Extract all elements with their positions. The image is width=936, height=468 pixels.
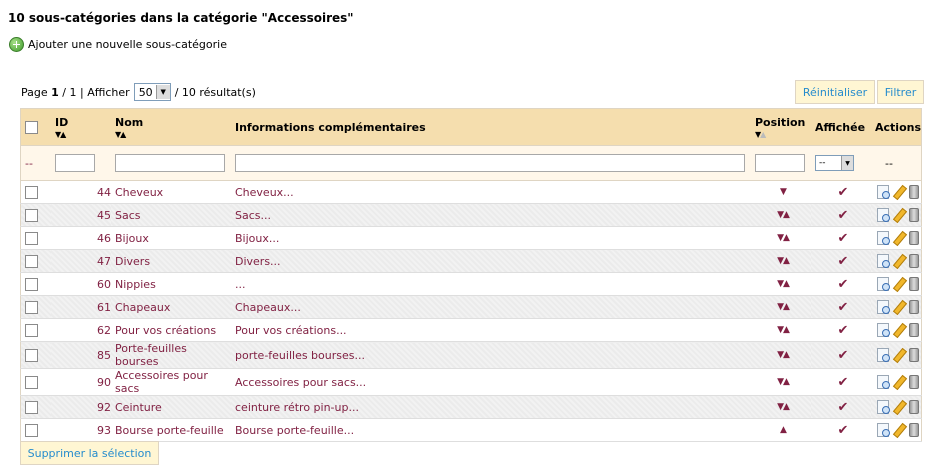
- edit-pencil-icon[interactable]: [892, 277, 906, 291]
- row-checkbox[interactable]: [25, 301, 38, 314]
- edit-pencil-icon[interactable]: [892, 323, 906, 337]
- column-name: [111, 109, 231, 146]
- select-all-checkbox[interactable]: [25, 121, 38, 134]
- column-position-label: Position: [755, 115, 806, 129]
- row-checkbox[interactable]: [25, 209, 38, 222]
- filter-id-cell: [51, 146, 111, 181]
- row-checkbox[interactable]: [25, 186, 38, 199]
- checkmark-icon[interactable]: ✔: [811, 296, 871, 319]
- trash-icon[interactable]: [909, 423, 919, 437]
- edit-pencil-icon[interactable]: [892, 254, 906, 268]
- row-position-arrows[interactable]: ▼▲: [751, 227, 811, 250]
- row-id[interactable]: 92: [51, 396, 111, 419]
- view-icon[interactable]: [877, 348, 889, 362]
- row-id[interactable]: 85: [51, 342, 111, 369]
- table-row[interactable]: [21, 204, 922, 227]
- row-name[interactable]: Bourse porte-feuille: [111, 419, 231, 442]
- sort-position-icon[interactable]: ▼▲: [755, 129, 766, 139]
- table-row[interactable]: [21, 273, 922, 296]
- filter-row: [21, 146, 922, 181]
- table-row[interactable]: [21, 369, 922, 396]
- trash-icon[interactable]: [909, 400, 919, 414]
- row-actions: [871, 369, 922, 396]
- row-name[interactable]: Accessoires pour sacs: [111, 369, 231, 396]
- page-separator: /: [62, 85, 67, 99]
- row-select-cell: [21, 227, 52, 250]
- row-id[interactable]: 46: [51, 227, 111, 250]
- row-select-cell: [21, 369, 52, 396]
- filter-name-cell: [111, 146, 231, 181]
- row-id[interactable]: 62: [51, 319, 111, 342]
- delete-selection-button[interactable]: Supprimer la sélection: [20, 441, 159, 465]
- trash-icon[interactable]: [909, 185, 919, 199]
- row-info[interactable]: ceinture rétro pin-up...: [231, 396, 751, 419]
- row-name[interactable]: Pour vos créations: [111, 319, 231, 342]
- row-actions: [871, 204, 922, 227]
- row-id[interactable]: 47: [51, 250, 111, 273]
- row-position-arrows[interactable]: ▼▲: [751, 369, 811, 396]
- column-position: [751, 109, 811, 146]
- row-actions: [871, 296, 922, 319]
- checkmark-icon[interactable]: ✔: [811, 273, 871, 296]
- row-name[interactable]: Porte-feuilles bourses: [111, 342, 231, 369]
- filter-actions-cell: [871, 146, 922, 181]
- row-checkbox[interactable]: [25, 424, 38, 437]
- view-icon[interactable]: [877, 400, 889, 414]
- edit-pencil-icon[interactable]: [892, 231, 906, 245]
- add-subcategory-link[interactable]: [9, 37, 227, 52]
- row-checkbox[interactable]: [25, 278, 38, 291]
- checkmark-icon[interactable]: ✔: [811, 227, 871, 250]
- column-displayed: [811, 109, 871, 146]
- row-info[interactable]: Accessoires pour sacs...: [231, 369, 751, 396]
- per-page-value: 50: [138, 85, 153, 99]
- row-actions: [871, 250, 922, 273]
- row-position-arrows[interactable]: ▲: [751, 419, 811, 442]
- row-actions: [871, 419, 922, 442]
- table-row[interactable]: [21, 396, 922, 419]
- total-pages: 1: [69, 85, 77, 99]
- table-header-row: [21, 109, 922, 146]
- trash-icon[interactable]: [909, 208, 919, 222]
- view-icon[interactable]: [877, 254, 889, 268]
- row-select-cell: [21, 396, 52, 419]
- row-select-cell: [21, 419, 52, 442]
- row-name[interactable]: Chapeaux: [111, 296, 231, 319]
- row-info[interactable]: Sacs...: [231, 204, 751, 227]
- view-icon[interactable]: [877, 231, 889, 245]
- row-position-arrows[interactable]: ▼▲: [751, 296, 811, 319]
- row-id[interactable]: 44: [51, 181, 111, 204]
- filter-displayed-select[interactable]: [815, 155, 854, 171]
- row-info[interactable]: ...: [231, 273, 751, 296]
- row-name[interactable]: Ceinture: [111, 396, 231, 419]
- row-select-cell: [21, 319, 52, 342]
- edit-pencil-icon[interactable]: [892, 423, 906, 437]
- row-actions: [871, 342, 922, 369]
- view-icon[interactable]: [877, 185, 889, 199]
- row-position-arrows[interactable]: ▼▲: [751, 204, 811, 227]
- row-select-cell: [21, 250, 52, 273]
- row-id[interactable]: 93: [51, 419, 111, 442]
- edit-pencil-icon[interactable]: [892, 185, 906, 199]
- row-checkbox[interactable]: [25, 255, 38, 268]
- show-label: | Afficher: [80, 85, 130, 99]
- chevron-down-icon: ▼: [841, 156, 853, 170]
- filter-position-input[interactable]: [755, 154, 805, 172]
- edit-pencil-icon[interactable]: [892, 300, 906, 314]
- row-info[interactable]: porte-feuilles bourses...: [231, 342, 751, 369]
- row-info[interactable]: Bourse porte-feuille...: [231, 419, 751, 442]
- filter-info-cell: [231, 146, 751, 181]
- pagination: [21, 83, 256, 101]
- row-name[interactable]: Bijoux: [111, 227, 231, 250]
- filter-name-input[interactable]: [115, 154, 225, 172]
- row-actions: [871, 396, 922, 419]
- checkmark-icon[interactable]: ✔: [811, 369, 871, 396]
- row-position-arrows[interactable]: ▼▲: [751, 342, 811, 369]
- column-info-label: Informations complémentaires: [235, 120, 426, 134]
- trash-icon[interactable]: [909, 323, 919, 337]
- add-subcategory-label: Ajouter une nouvelle sous-catégorie: [28, 38, 227, 51]
- row-id[interactable]: 45: [51, 204, 111, 227]
- checkmark-icon[interactable]: ✔: [811, 342, 871, 369]
- column-actions: [871, 109, 922, 146]
- row-actions: [871, 319, 922, 342]
- row-select-cell: [21, 204, 52, 227]
- checkmark-icon[interactable]: ✔: [811, 319, 871, 342]
- trash-icon[interactable]: [909, 300, 919, 314]
- edit-pencil-icon[interactable]: [892, 375, 906, 389]
- filter-position-cell: [751, 146, 811, 181]
- row-info[interactable]: Divers...: [231, 250, 751, 273]
- trash-icon[interactable]: [909, 277, 919, 291]
- view-icon[interactable]: [877, 300, 889, 314]
- row-position-arrows[interactable]: ▼▲: [751, 396, 811, 419]
- edit-pencil-icon[interactable]: [892, 348, 906, 362]
- checkmark-icon[interactable]: ✔: [811, 396, 871, 419]
- table-row[interactable]: [21, 250, 922, 273]
- table-row[interactable]: [21, 342, 922, 369]
- row-name[interactable]: Nippies: [111, 273, 231, 296]
- row-select-cell: [21, 273, 52, 296]
- filter-placeholder: --: [25, 156, 33, 170]
- row-checkbox[interactable]: [25, 401, 38, 414]
- row-actions: [871, 273, 922, 296]
- row-id[interactable]: 61: [51, 296, 111, 319]
- filter-select-cell: [21, 146, 52, 181]
- row-name[interactable]: Cheveux: [111, 181, 231, 204]
- view-icon[interactable]: [877, 208, 889, 222]
- table-row[interactable]: [21, 296, 922, 319]
- per-page-select[interactable]: [134, 83, 171, 101]
- add-circle-icon: [9, 37, 24, 52]
- row-actions: [871, 181, 922, 204]
- row-position-arrows[interactable]: ▼▲: [751, 319, 811, 342]
- row-checkbox[interactable]: [25, 324, 38, 337]
- row-checkbox[interactable]: [25, 232, 38, 245]
- edit-pencil-icon[interactable]: [892, 208, 906, 222]
- checkmark-icon[interactable]: ✔: [811, 250, 871, 273]
- checkmark-icon[interactable]: ✔: [811, 204, 871, 227]
- view-icon[interactable]: [877, 375, 889, 389]
- row-position-arrows[interactable]: ▼: [751, 181, 811, 204]
- column-actions-label: Actions: [875, 120, 921, 134]
- checkmark-icon[interactable]: ✔: [811, 181, 871, 204]
- row-info[interactable]: Cheveux...: [231, 181, 751, 204]
- filter-displayed-value: --: [819, 158, 826, 168]
- row-select-cell: [21, 342, 52, 369]
- column-name-label: Nom: [115, 115, 144, 129]
- sort-name-icon[interactable]: ▼▲: [115, 129, 126, 139]
- row-id[interactable]: 90: [51, 369, 111, 396]
- subcategory-table: [20, 108, 922, 442]
- row-checkbox[interactable]: [25, 349, 38, 362]
- edit-pencil-icon[interactable]: [892, 400, 906, 414]
- trash-icon[interactable]: [909, 348, 919, 362]
- table-row[interactable]: [21, 227, 922, 250]
- row-info[interactable]: Bijoux...: [231, 227, 751, 250]
- sort-id-icon[interactable]: ▼▲: [55, 129, 66, 139]
- column-displayed-label: Affichée: [815, 120, 866, 134]
- checkmark-icon[interactable]: ✔: [811, 419, 871, 442]
- results-count: / 10 résultat(s): [174, 85, 256, 99]
- reset-button[interactable]: Réinitialiser: [795, 80, 875, 104]
- current-page: 1: [51, 85, 59, 99]
- column-id: [51, 109, 111, 146]
- trash-icon[interactable]: [909, 231, 919, 245]
- row-name[interactable]: Sacs: [111, 204, 231, 227]
- filter-displayed-cell: [811, 146, 871, 181]
- filter-actions-placeholder: --: [885, 156, 893, 170]
- trash-icon[interactable]: [909, 254, 919, 268]
- row-info[interactable]: Pour vos créations...: [231, 319, 751, 342]
- table-row[interactable]: [21, 319, 922, 342]
- row-info[interactable]: Chapeaux...: [231, 296, 751, 319]
- select-all-cell: [21, 109, 52, 146]
- row-select-cell: [21, 296, 52, 319]
- table-row[interactable]: [21, 419, 922, 442]
- row-id[interactable]: 60: [51, 273, 111, 296]
- chevron-down-icon: ▼: [156, 85, 170, 99]
- row-position-arrows[interactable]: ▼▲: [751, 250, 811, 273]
- page-title: 10 sous-catégories dans la catégorie "Accessoires": [8, 11, 354, 25]
- column-id-label: ID: [55, 115, 69, 129]
- view-icon[interactable]: [877, 323, 889, 337]
- filter-id-input[interactable]: [55, 154, 95, 172]
- table-row[interactable]: [21, 181, 922, 204]
- filter-info-input[interactable]: [235, 154, 745, 172]
- row-position-arrows[interactable]: ▼▲: [751, 273, 811, 296]
- trash-icon[interactable]: [909, 375, 919, 389]
- filter-button[interactable]: Filtrer: [877, 80, 924, 104]
- row-name[interactable]: Divers: [111, 250, 231, 273]
- view-icon[interactable]: [877, 277, 889, 291]
- view-icon[interactable]: [877, 423, 889, 437]
- row-actions: [871, 227, 922, 250]
- column-info: [231, 109, 751, 146]
- page-prefix: Page: [21, 85, 48, 99]
- row-checkbox[interactable]: [25, 376, 38, 389]
- row-select-cell: [21, 181, 52, 204]
